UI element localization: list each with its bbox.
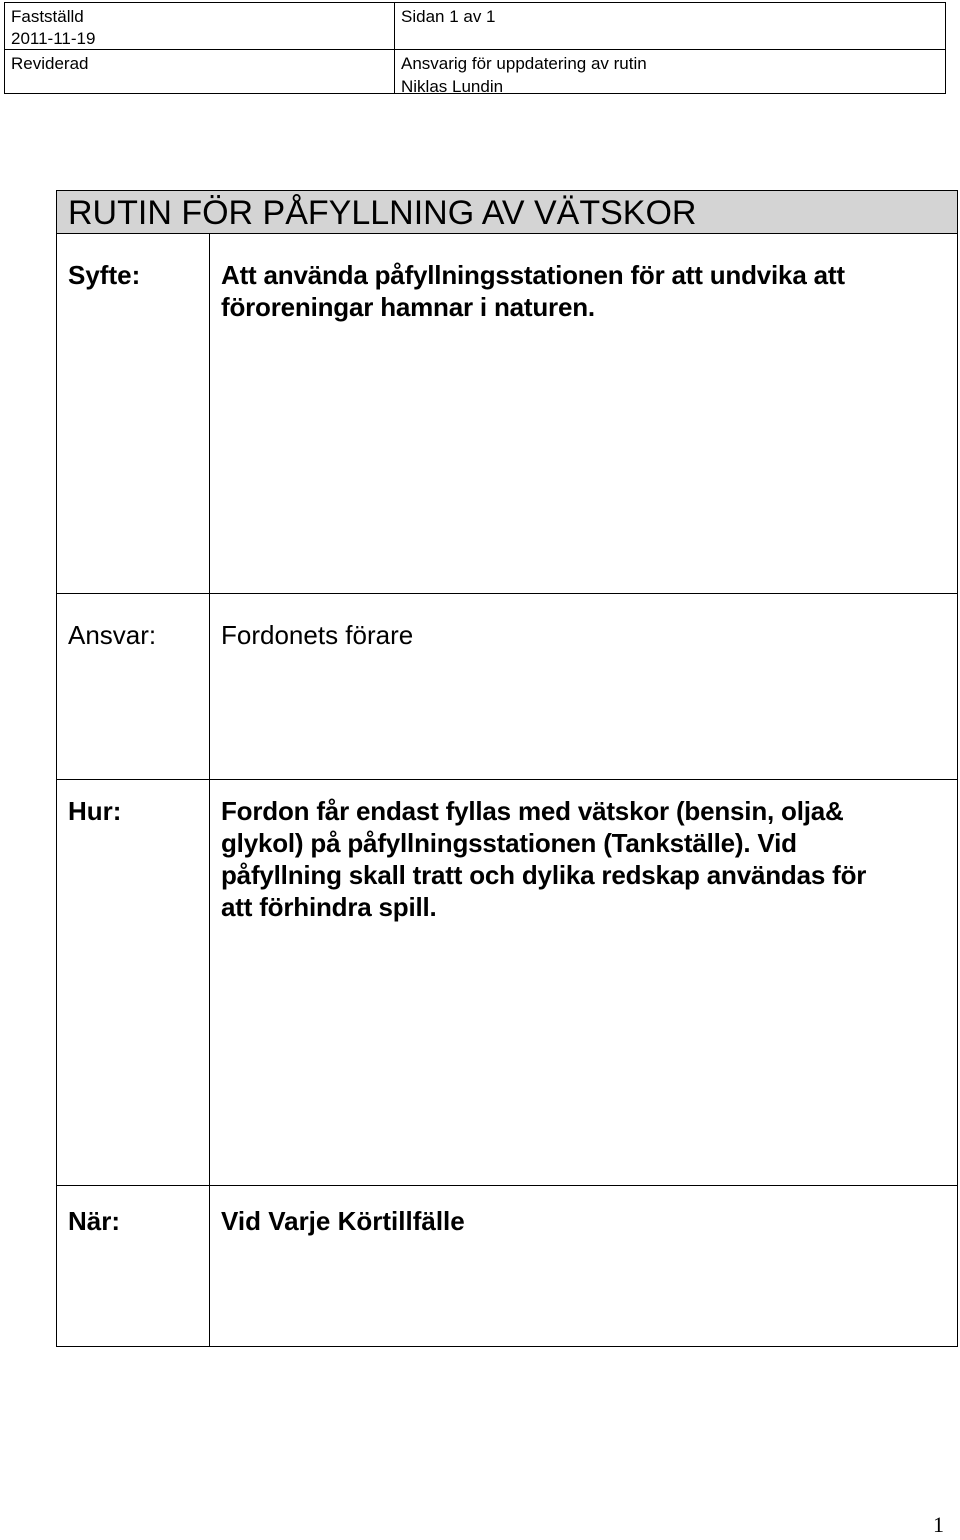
method-line: påfyllning skall tratt och dylika redskap användas för (221, 860, 867, 890)
method-line: Fordon får endast fyllas med vätskor (bensin, olja& (221, 796, 844, 826)
page-number: 1 (933, 1512, 944, 1537)
method-label: Hur: (68, 796, 122, 826)
purpose-label: Syfte: (68, 260, 141, 290)
method-text (221, 795, 866, 923)
when-text (221, 1205, 465, 1237)
established-date: 2011-11-19 (11, 29, 96, 48)
row-divider-ansvar (57, 593, 957, 594)
page-info: Sidan 1 av 1 (401, 7, 496, 26)
responsible-name: Niklas Lundin (401, 77, 504, 96)
when-line: Vid Varje Körtillfälle (221, 1206, 465, 1236)
responsibility-label: Ansvar: (68, 620, 157, 650)
when-label: När: (68, 1206, 121, 1236)
column-divider (209, 234, 210, 1346)
title-band (57, 191, 957, 234)
purpose-text (221, 259, 845, 323)
established-label: Fastställd (11, 7, 84, 26)
purpose-line: föroreningar hamnar i naturen. (221, 292, 595, 322)
row-divider-hur (57, 779, 957, 780)
revised-label: Reviderad (11, 54, 89, 73)
method-line: glykol) på påfyllningsstationen (Tankställe). Vid (221, 828, 797, 858)
responsibility-text (221, 619, 413, 651)
established-cell (5, 3, 394, 50)
row-divider-nar (57, 1185, 957, 1186)
routine-table (56, 190, 958, 1347)
responsible-label: Ansvarig för uppdatering av rutin (401, 54, 647, 73)
responsibility-line: Fordonets förare (221, 620, 414, 650)
responsible-cell (395, 50, 945, 98)
document-header-table (4, 2, 946, 94)
method-line: att förhindra spill. (221, 892, 437, 922)
document-title: RUTIN FÖR PÅFYLLNING AV VÄTSKOR (68, 194, 697, 232)
page-info-cell (395, 3, 945, 28)
purpose-line: Att använda påfyllningsstationen för att undvika att (221, 260, 845, 290)
revised-cell (5, 50, 394, 75)
